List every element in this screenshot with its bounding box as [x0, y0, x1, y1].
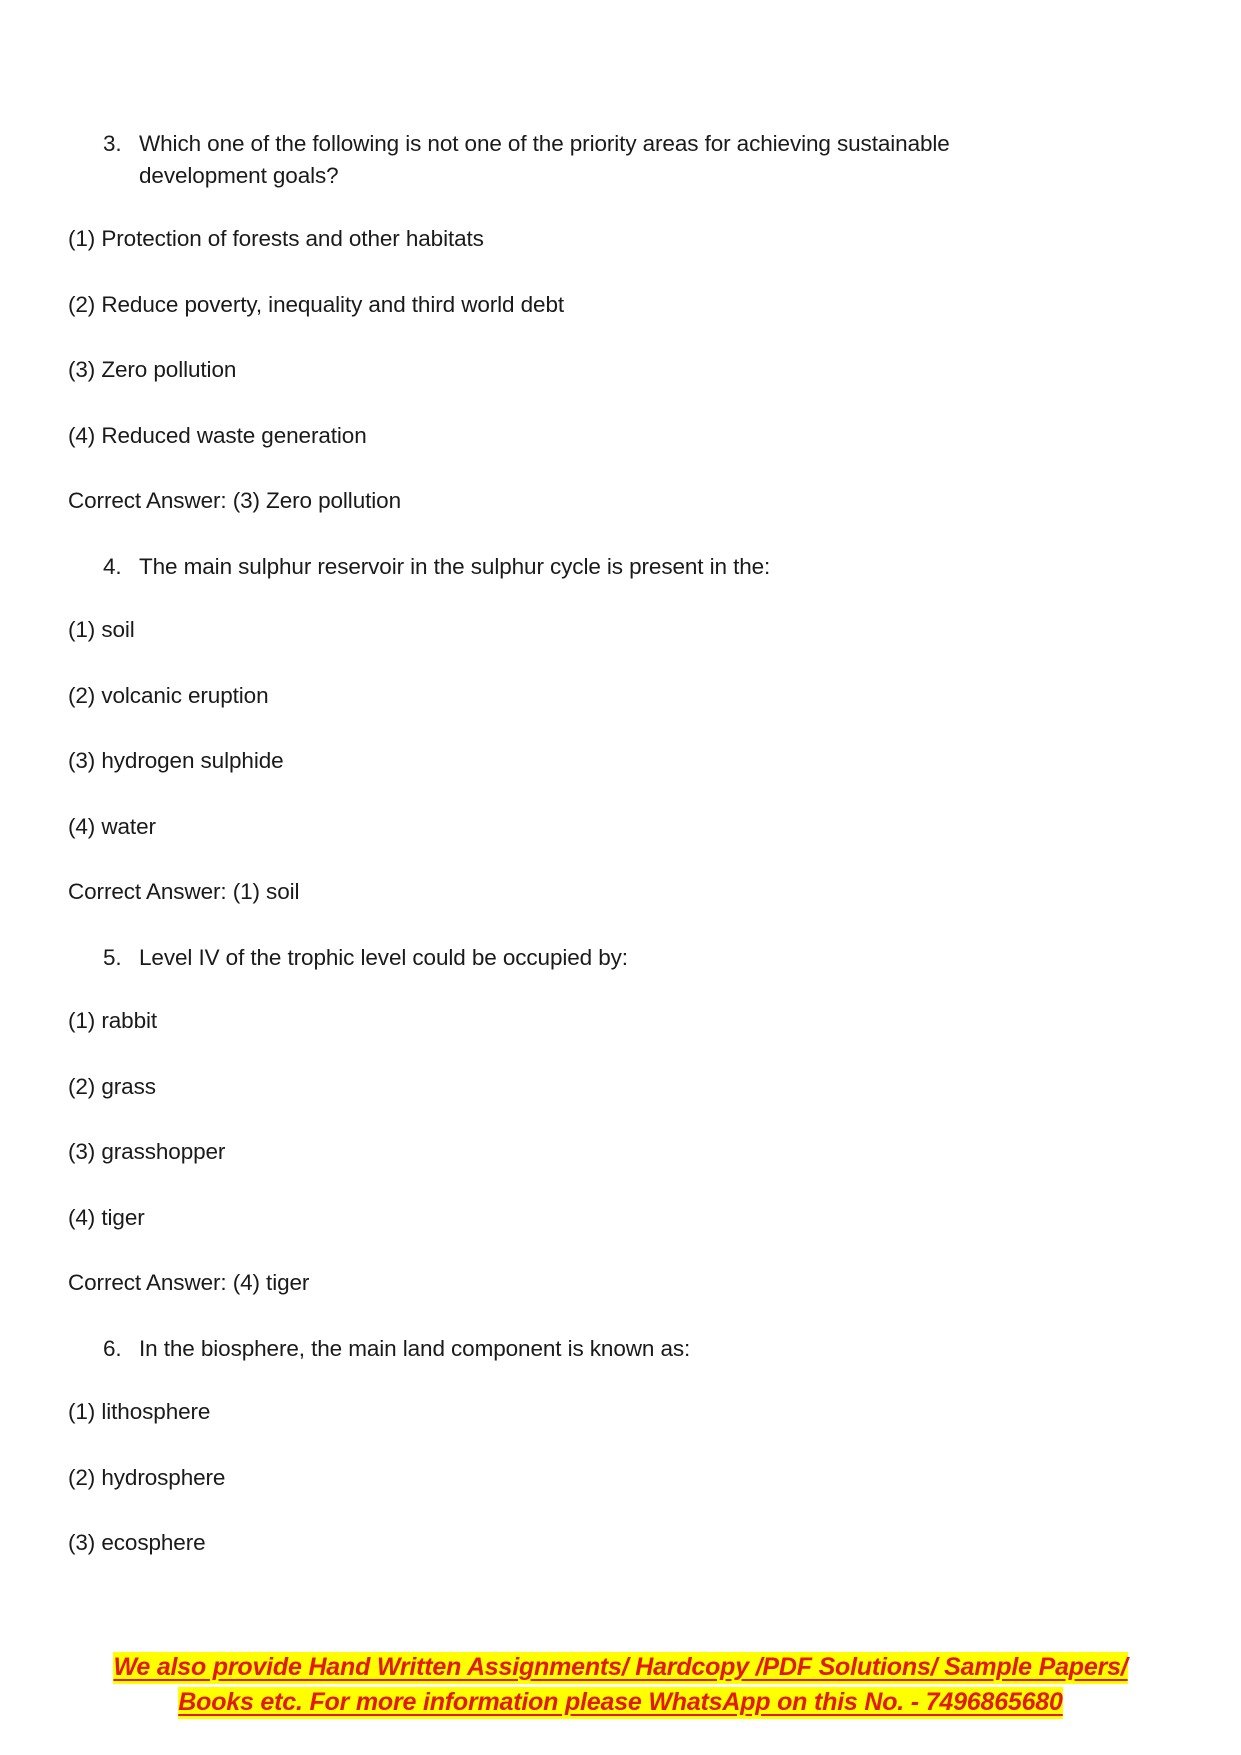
- option-item: (2) Reduce poverty, inequality and third world debt: [68, 291, 565, 317]
- option-item: (1) lithosphere: [68, 1399, 211, 1424]
- correct-answer: Correct Answer: (1) soil: [68, 879, 300, 904]
- option-item: (3) Zero pollution: [68, 357, 237, 382]
- question-item: [103, 128, 1028, 191]
- question-number: 3.: [103, 131, 122, 156]
- question-text: The main sulphur reservoir in the sulphur cycle is present in the:: [139, 553, 771, 579]
- question-text: Which one of the following is not one of the priority areas for achieving sustainable development goals?: [139, 131, 950, 188]
- option-item: (1) soil: [68, 617, 135, 642]
- option-item: (2) grass: [68, 1073, 156, 1099]
- promo-line-2: [60, 1686, 1181, 1719]
- option-item: (1) Protection of forests and other habitats: [68, 226, 484, 251]
- correct-answer: Correct Answer: (3) Zero pollution: [68, 488, 401, 513]
- promo-banner: [0, 1651, 1241, 1719]
- option-item: (3) ecosphere: [68, 1530, 206, 1555]
- option-item: (2) hydrosphere: [68, 1464, 226, 1490]
- option-item: (2) volcanic eruption: [68, 682, 269, 708]
- document-body: [68, 128, 1028, 1593]
- promo-text-line-2: Books etc. For more information please WhatsApp on this No. - 7496865680: [178, 1687, 1062, 1719]
- question-text: Level IV of the trophic level could be occupied by:: [139, 944, 628, 970]
- promo-text-line-1: We also provide Hand Written Assignments/ Hardcopy /PDF Solutions/ Sample Papers/: [113, 1652, 1127, 1684]
- correct-answer: Correct Answer: (4) tiger: [68, 1270, 310, 1295]
- option-item: (4) Reduced waste generation: [68, 422, 367, 448]
- question-number: 6.: [103, 1335, 122, 1361]
- question-item: [103, 551, 1028, 583]
- question-number: 4.: [103, 553, 122, 579]
- question-text: In the biosphere, the main land component is known as:: [139, 1335, 691, 1361]
- option-item: (3) grasshopper: [68, 1139, 226, 1164]
- promo-line-1: [60, 1651, 1181, 1684]
- question-number: 5.: [103, 944, 122, 970]
- option-item: (3) hydrogen sulphide: [68, 748, 284, 773]
- option-item: (1) rabbit: [68, 1008, 158, 1033]
- option-item: (4) water: [68, 813, 156, 839]
- option-item: (4) tiger: [68, 1204, 145, 1230]
- question-item: [103, 942, 1028, 974]
- question-item: [103, 1333, 1028, 1365]
